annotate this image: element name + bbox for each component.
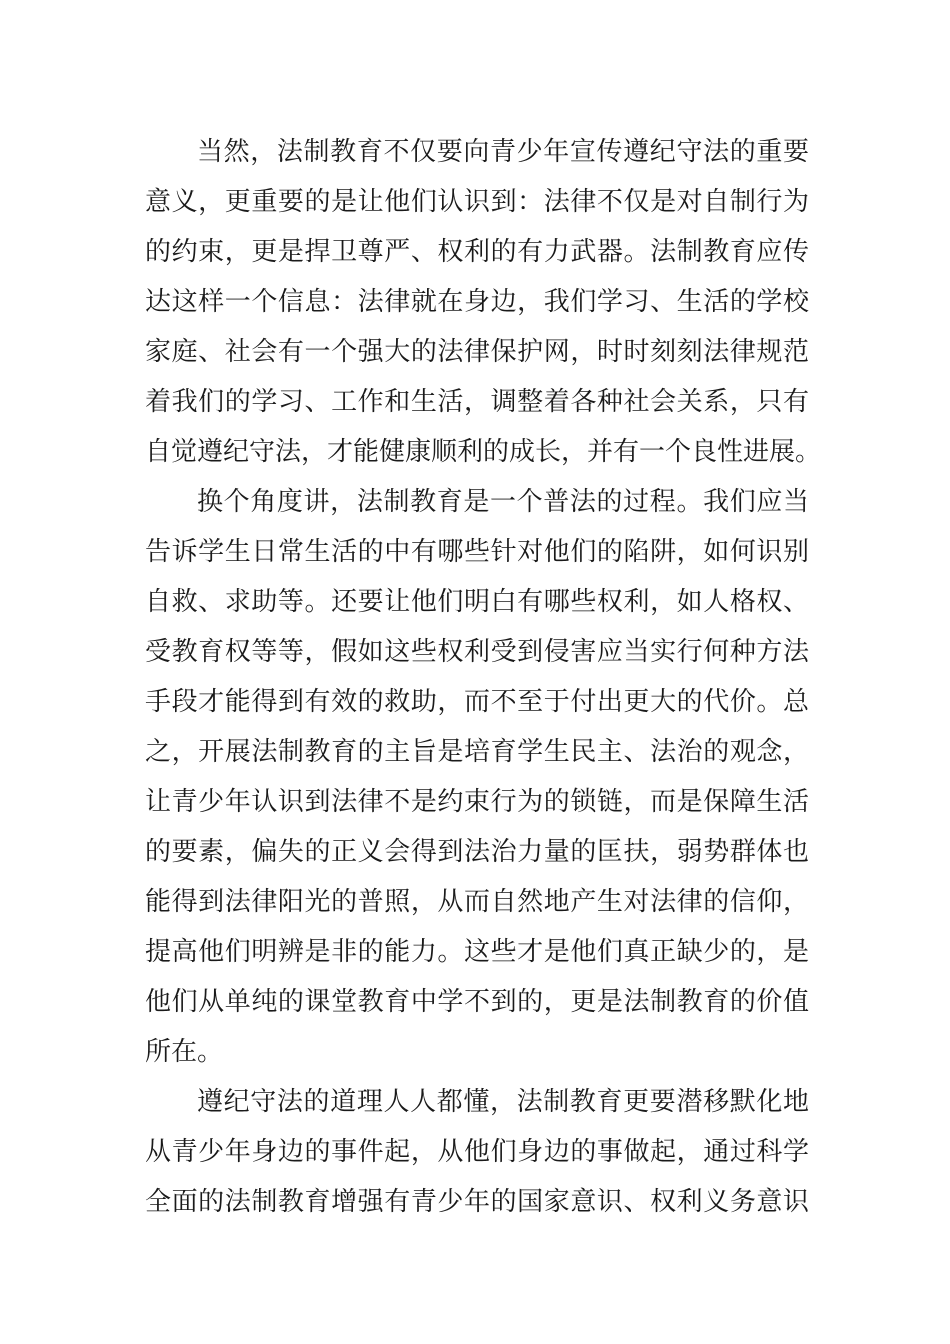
text-line: 自救、求助等。还要让他们明白有哪些权利，如人格权、 xyxy=(145,587,809,617)
text-line: 能得到法律阳光的普照，从而自然地产生对法律的信仰， xyxy=(145,887,809,917)
text-line: 当然，法制教育不仅要向青少年宣传遵纪守法的重要 xyxy=(197,137,809,167)
text-line: 的约束，更是捍卫尊严、权利的有力武器。法制教育应传 xyxy=(145,237,809,267)
text-line: 自觉遵纪守法，才能健康顺利的成长，并有一个良性进展。 xyxy=(145,437,822,467)
text-line: 换个角度讲，法制教育是一个普法的过程。我们应当 xyxy=(197,487,809,517)
text-line: 告诉学生日常生活的中有哪些针对他们的陷阱，如何识别 xyxy=(145,537,809,567)
text-line: 家庭、社会有一个强大的法律保护网，时时刻刻法律规范 xyxy=(145,337,809,367)
text-line: 提高他们明辨是非的能力。这些才是他们真正缺少的，是 xyxy=(145,937,809,967)
text-line: 他们从单纯的课堂教育中学不到的，更是法制教育的价值 xyxy=(145,987,809,1017)
text-line: 让青少年认识到法律不是约束行为的锁链，而是保障生活 xyxy=(145,787,809,817)
text-line: 意义，更重要的是让他们认识到：法律不仅是对自制行为 xyxy=(145,187,809,217)
text-line: 受教育权等等，假如这些权利受到侵害应当实行何种方法 xyxy=(145,637,809,667)
text-line: 手段才能得到有效的救助，而不至于付出更大的代价。总 xyxy=(145,687,809,717)
text-line: 之，开展法制教育的主旨是培育学生民主、法治的观念， xyxy=(145,737,809,767)
paragraph-1 xyxy=(145,127,822,477)
text-line: 着我们的学习、工作和生活，调整着各种社会关系，只有 xyxy=(145,387,809,417)
text-line: 所在。 xyxy=(145,1037,224,1067)
text-line: 遵纪守法的道理人人都懂，法制教育更要潜移默化地 xyxy=(197,1087,809,1117)
paragraph-3 xyxy=(145,1077,809,1227)
text-line: 的要素，偏失的正义会得到法治力量的匡扶，弱势群体也 xyxy=(145,837,809,867)
text-line: 从青少年身边的事件起，从他们身边的事做起，通过科学 xyxy=(145,1137,809,1167)
text-line: 全面的法制教育增强有青少年的国家意识、权利义务意识 xyxy=(145,1187,809,1217)
paragraph-2 xyxy=(145,477,809,1077)
text-line: 达这样一个信息：法律就在身边，我们学习、生活的学校 xyxy=(145,287,809,317)
document-body xyxy=(145,127,822,1227)
